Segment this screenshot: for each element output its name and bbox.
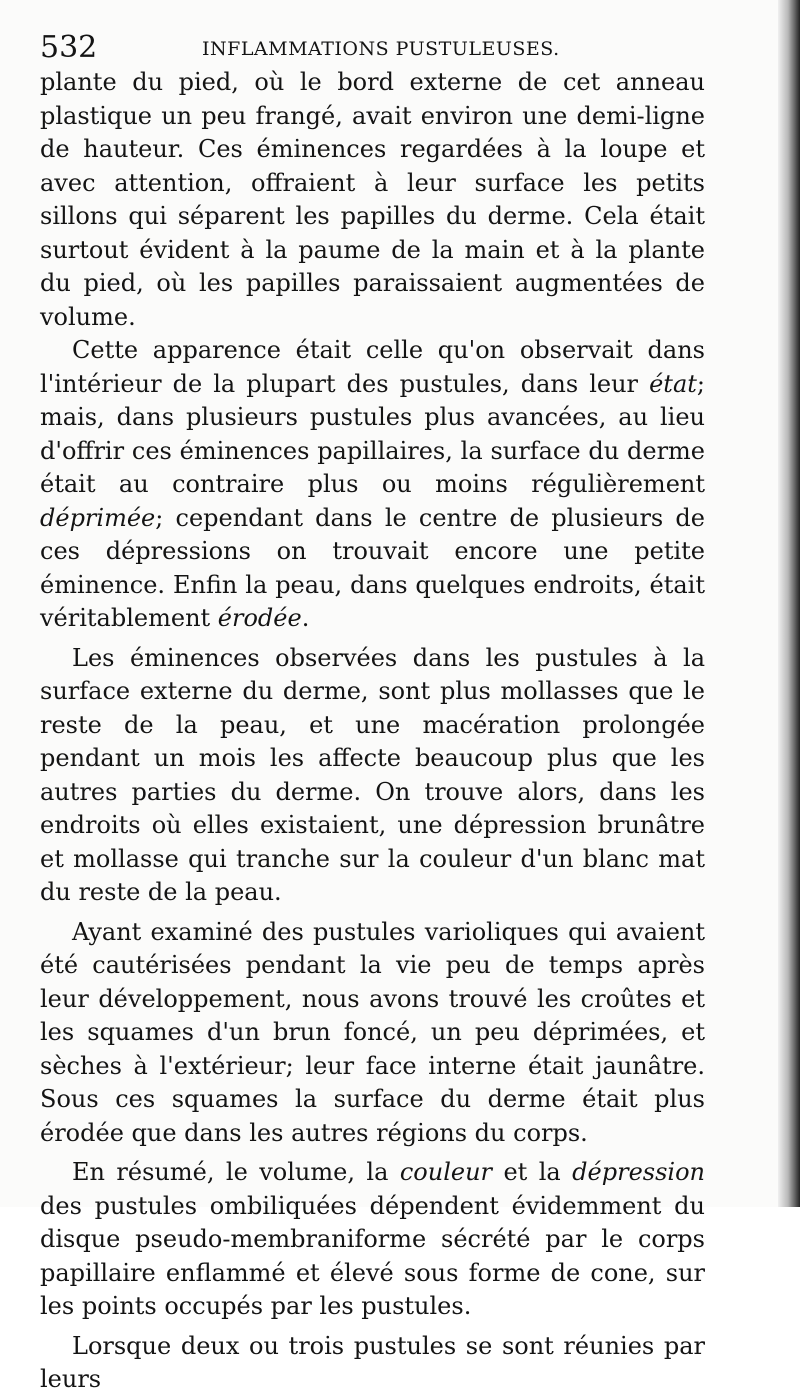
italic-text: dépression	[572, 1158, 705, 1186]
page-header	[40, 28, 720, 68]
text-run: .	[301, 604, 310, 632]
italic-text: état	[649, 369, 697, 398]
italic-text: déprimée	[40, 503, 156, 532]
text-run: Lorsque deux ou trois pustules se sont réunies par leurs	[40, 1331, 705, 1393]
text-run: plante du pied, où le bord externe de cet anneau plastique un peu frangé, avait environ une demi-ligne de hauteur. Ces éminences regardées à la loupe et avec attention, offraient à leur surface les petits sillons qui séparent les papilles du derme. Cela était surtout évident à la paume de la main et à la plante du pied, où les papilles paraissaient augmentées de volume.	[40, 68, 705, 331]
text-run: En résumé, le volume, la	[72, 1158, 400, 1186]
text-run: Les éminences observées dans les pustules à la surface externe du derme, sont plus mollasses que le reste de la peau, et une macération prolongée pendant un mois les affecte beaucoup plus que les autres parties du derme. On trouve alors, dans les endroits où elles existaient, une dépression brunâtre et mollasse qui tranche sur la couleur d'un blanc mat du reste de la peau.	[40, 643, 705, 906]
running-title: INFLAMMATIONS PUSTULEUSES.	[202, 38, 560, 60]
text-run: et la	[492, 1158, 573, 1186]
italic-text: érodée	[217, 604, 302, 632]
text-run: des pustules ombiliquées dépendent évidemment du disque pseudo-membraniforme sécrété par le corps papillaire enflammé et élevé sous forme de cone, sur les points occupés par les pustules.	[40, 1191, 705, 1320]
text-run: ; cependant dans le centre de plusieurs de ces dépressions on trouvait encore une petite éminence. Enfin la peau, dans quelques endroits, était véritablement	[40, 503, 705, 632]
paragraph	[40, 916, 705, 1151]
page-edge-shadow	[778, 0, 800, 1207]
text-run: ; mais, dans plusieurs pustules plus avancées, au lieu d'offrir ces éminences papillaires, la surface du derme était au contraire plus ou moins régulièrement	[40, 369, 705, 498]
paragraph	[40, 1156, 705, 1324]
paragraph	[40, 1330, 705, 1397]
paragraph	[40, 66, 705, 334]
paragraph	[40, 334, 705, 636]
paragraph	[40, 642, 705, 910]
body-text	[40, 66, 705, 1397]
text-run: Cette apparence était celle qu'on observait dans l'intérieur de la plupart des pustules, dans leur	[40, 336, 705, 398]
page-number: 532	[40, 30, 98, 65]
text-run: Ayant examiné des pustules varioliques qui avaient été cautérisées pendant la vie peu de temps après leur développement, nous avons trouvé les croûtes et les squames d'un brun foncé, un peu déprimées, et sèches à l'extérieur; leur face interne était jaunâtre. Sous ces squames la surface du derme était plus érodée que dans les autres régions du corps.	[40, 917, 705, 1147]
italic-text: couleur	[399, 1158, 492, 1186]
